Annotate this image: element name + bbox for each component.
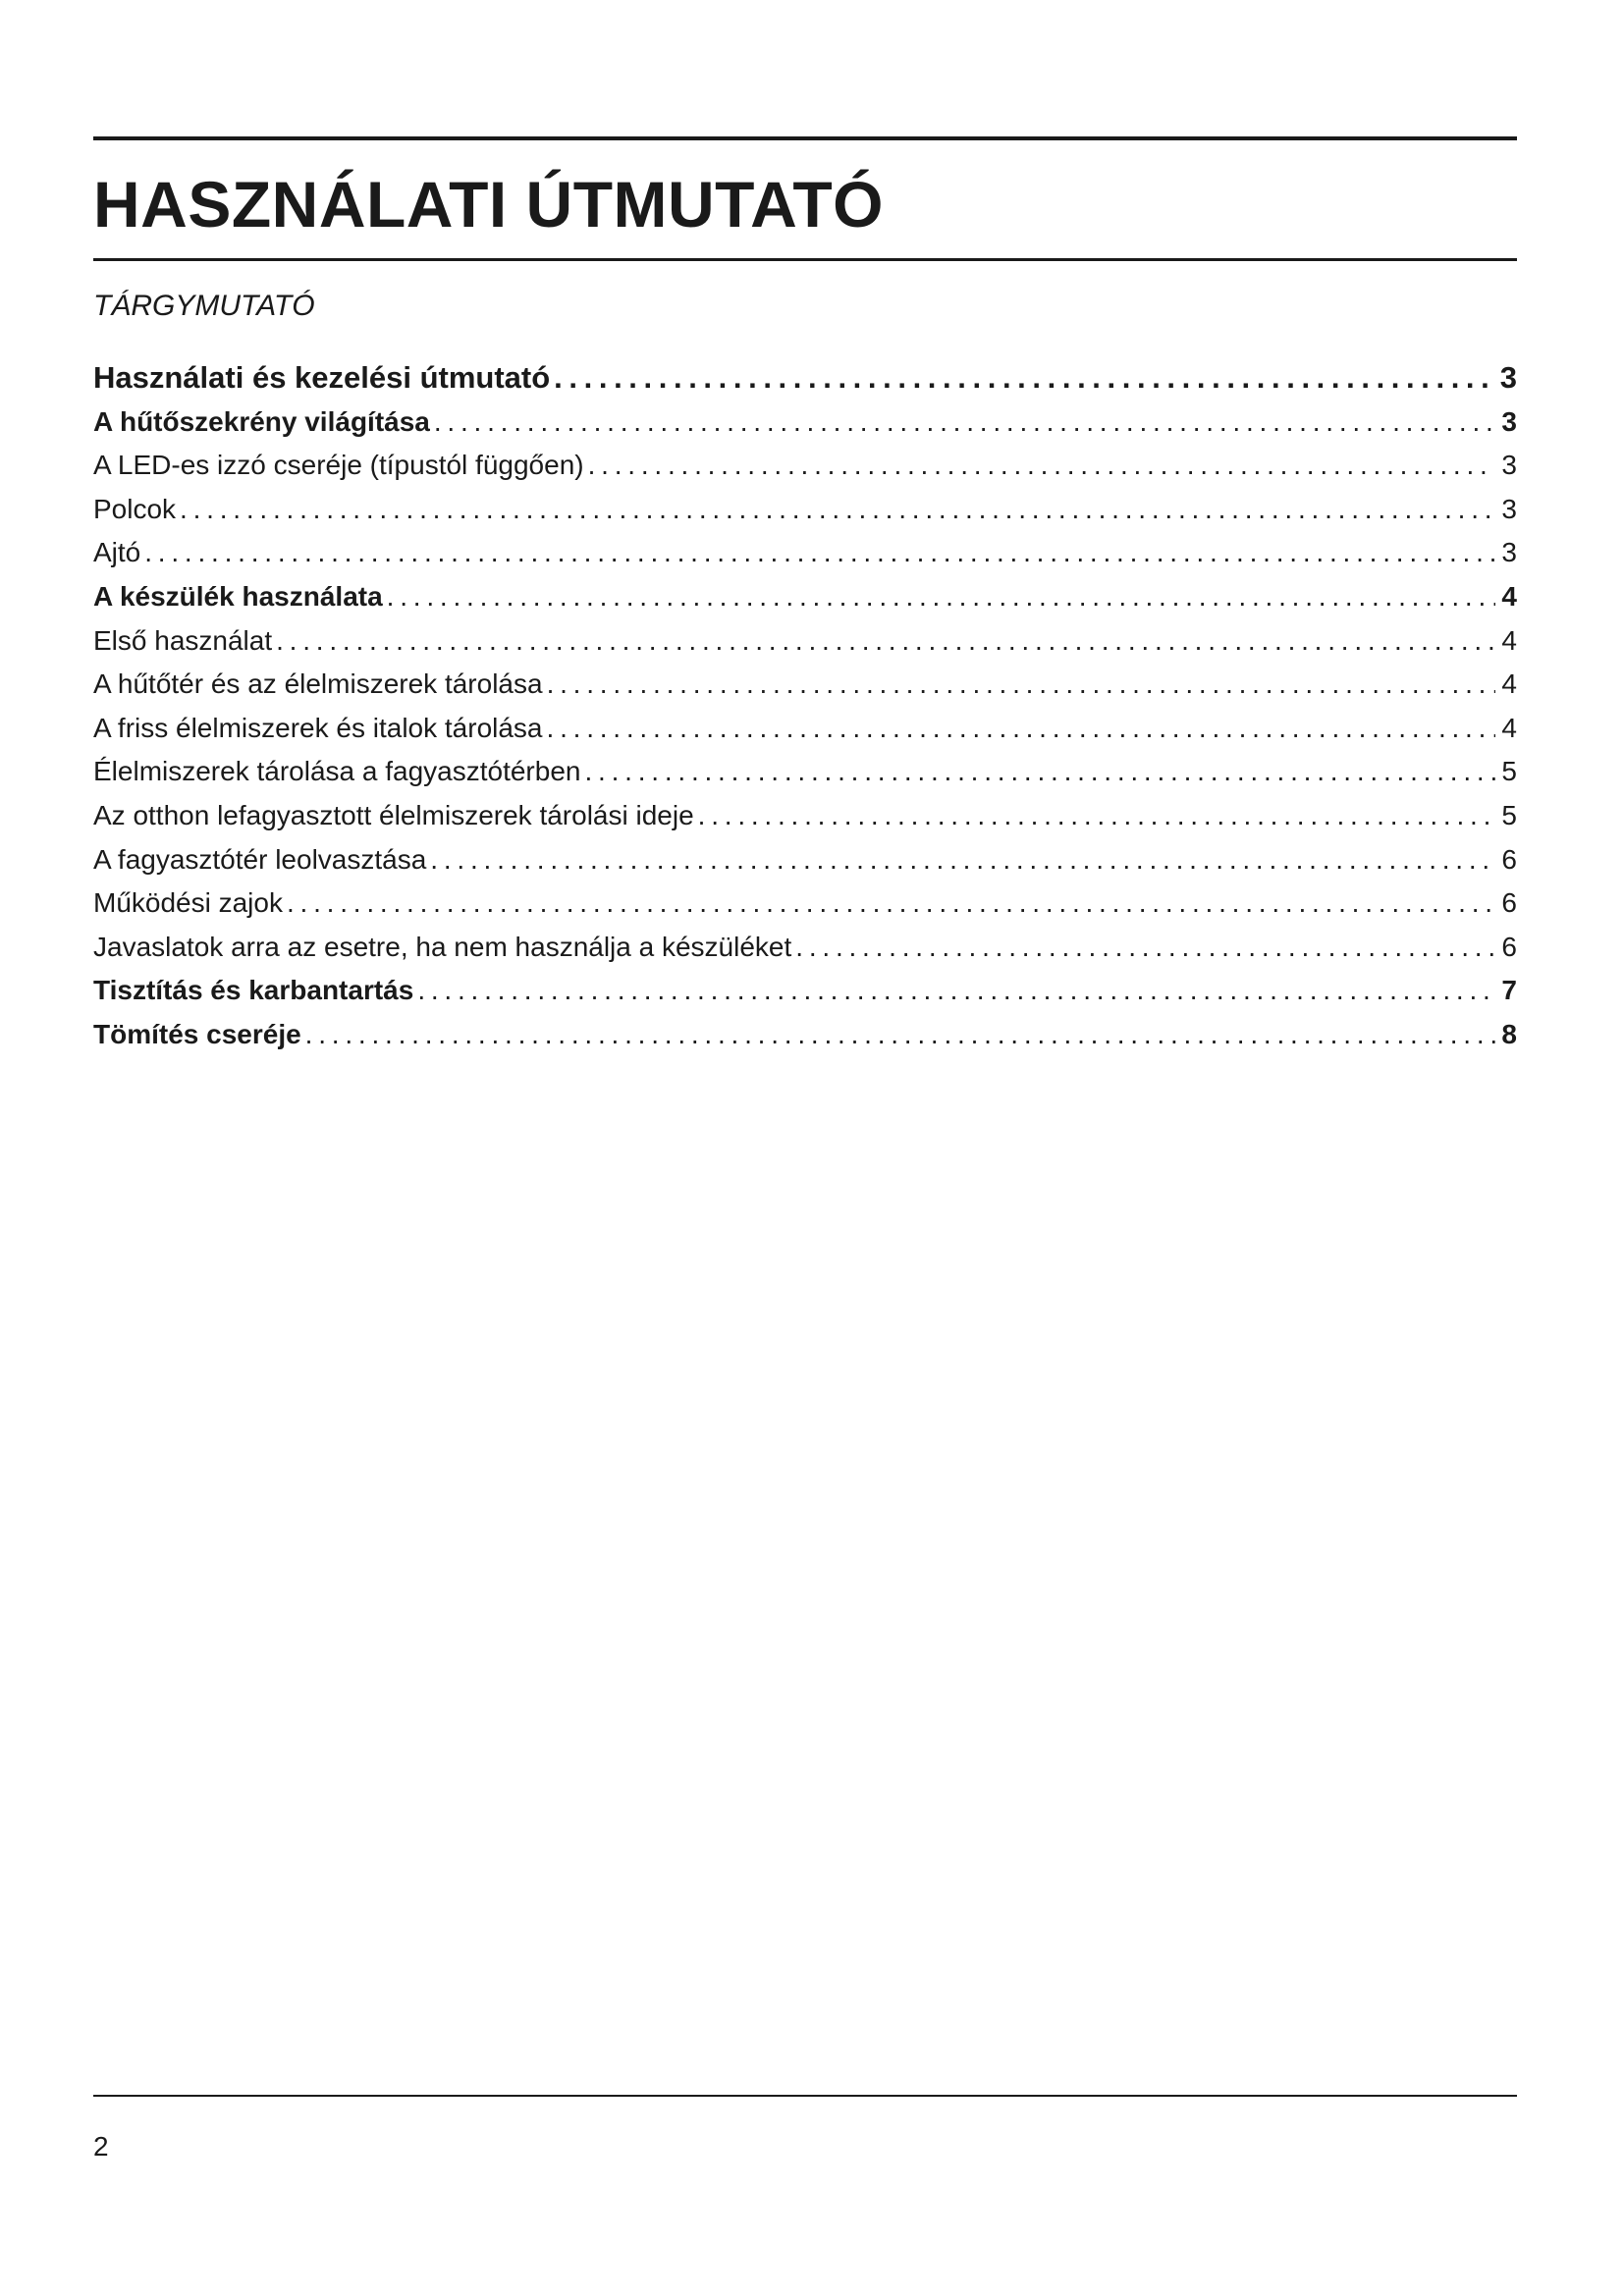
toc-entry[interactable] — [93, 575, 1517, 619]
toc-entry-page: 6 — [1501, 887, 1517, 919]
toc-entry-label: Működési zajok — [93, 887, 283, 919]
toc-dot-leader — [588, 444, 1495, 487]
toc-entry-label: Ajtó — [93, 537, 141, 568]
toc-dot-leader — [276, 619, 1495, 663]
toc-entry-page: 5 — [1501, 756, 1517, 787]
toc-entry[interactable] — [93, 969, 1517, 1013]
toc-entry-page: 3 — [1501, 405, 1517, 437]
toc-entry-page: 7 — [1501, 975, 1517, 1006]
toc-dot-leader — [547, 663, 1495, 706]
toc-entry-page: 4 — [1501, 580, 1517, 612]
toc-entry-page: 6 — [1501, 931, 1517, 962]
toc-dot-leader — [430, 838, 1495, 881]
toc-heading: TÁRGYMUTATÓ — [93, 290, 315, 322]
table-of-contents — [93, 356, 1517, 1057]
toc-dot-leader — [547, 707, 1495, 750]
toc-entry-label: Használati és kezelési útmutató — [93, 360, 551, 395]
toc-entry[interactable] — [93, 926, 1517, 970]
toc-entry-page: 4 — [1501, 624, 1517, 656]
toc-entry[interactable] — [93, 1013, 1517, 1057]
toc-dot-leader — [434, 400, 1495, 444]
toc-entry-label: A hűtőszekrény világítása — [93, 405, 430, 437]
toc-entry-page: 5 — [1501, 799, 1517, 830]
toc-entry[interactable] — [93, 531, 1517, 575]
toc-dot-leader — [305, 1013, 1495, 1056]
toc-entry-label: A fagyasztótér leolvasztása — [93, 843, 427, 875]
title-rule — [93, 258, 1517, 261]
toc-entry-page: 3 — [1501, 493, 1517, 524]
toc-entry-page: 8 — [1501, 1018, 1517, 1049]
toc-entry-label: A hűtőtér és az élelmiszerek tárolása — [93, 668, 543, 700]
toc-entry[interactable] — [93, 663, 1517, 707]
toc-dot-leader — [144, 531, 1495, 574]
toc-entry-label: Javaslatok arra az esetre, ha nem használja a készüléket — [93, 931, 792, 962]
toc-entry-page: 6 — [1501, 843, 1517, 875]
toc-entry-label: Tisztítás és karbantartás — [93, 975, 414, 1006]
toc-entry[interactable] — [93, 356, 1517, 400]
toc-dot-leader — [554, 356, 1494, 400]
toc-entry[interactable] — [93, 794, 1517, 838]
toc-entry-label: A LED-es izzó cseréje (típustól függően) — [93, 450, 584, 481]
toc-entry[interactable] — [93, 619, 1517, 664]
toc-dot-leader — [584, 750, 1495, 793]
document-title: HASZNÁLATI ÚTMUTATÓ — [93, 168, 885, 240]
toc-entry-label: Élelmiszerek tárolása a fagyasztótérben — [93, 756, 581, 787]
toc-entry[interactable] — [93, 881, 1517, 926]
toc-entry-label: Polcok — [93, 493, 177, 524]
toc-dot-leader — [387, 575, 1495, 618]
toc-entry-label: A friss élelmiszerek és italok tárolása — [93, 712, 543, 743]
toc-entry[interactable] — [93, 444, 1517, 488]
toc-dot-leader — [180, 488, 1495, 531]
toc-entry-label: Első használat — [93, 624, 273, 656]
toc-dot-leader — [417, 969, 1495, 1012]
toc-entry-label: A készülék használata — [93, 580, 383, 612]
toc-dot-leader — [287, 881, 1495, 925]
page-number: 2 — [93, 2131, 109, 2162]
toc-entry-page: 3 — [1501, 537, 1517, 568]
toc-entry[interactable] — [93, 400, 1517, 445]
toc-entry-label: Az otthon lefagyasztott élelmiszerek tárolási ideje — [93, 799, 694, 830]
toc-entry[interactable] — [93, 707, 1517, 751]
toc-entry-page: 4 — [1501, 668, 1517, 700]
footer-rule — [93, 2095, 1517, 2097]
toc-entry[interactable] — [93, 838, 1517, 882]
toc-entry-page: 3 — [1501, 450, 1517, 481]
toc-dot-leader — [698, 794, 1495, 837]
toc-entry-page: 3 — [1499, 360, 1517, 395]
toc-entry-label: Tömítés cseréje — [93, 1018, 301, 1049]
toc-entry-page: 4 — [1501, 712, 1517, 743]
toc-dot-leader — [795, 926, 1495, 969]
toc-entry[interactable] — [93, 488, 1517, 532]
toc-entry[interactable] — [93, 750, 1517, 794]
top-rule — [93, 136, 1517, 140]
